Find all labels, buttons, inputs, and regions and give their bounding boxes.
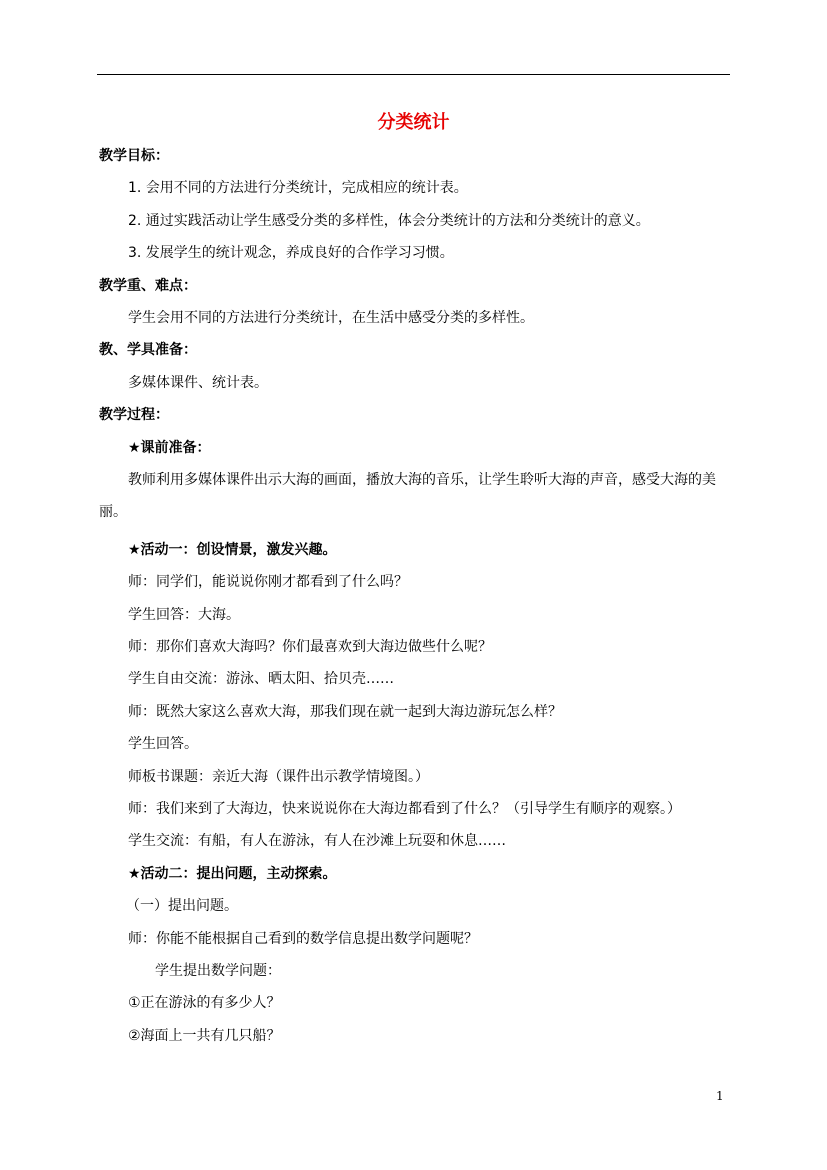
section-heading-materials: 教、学具准备： <box>99 342 197 359</box>
section-heading-objectives: 教学目标： <box>99 148 169 164</box>
dialogue-line: 师：我们来到了大海边，快来说说你在大海边都看到了什么？（引导学生有顺序的观察。） <box>128 801 681 818</box>
dialogue-line: 师板书课题：亲近大海（课件出示教学情境图。） <box>128 768 429 785</box>
question-item-2: ②海面上一共有几只船？ <box>128 1027 281 1044</box>
subsection-label: （一）提出问题。 <box>126 898 238 915</box>
objective-item-3: 3. 发展学生的统计观念，养成良好的合作学习习惯。 <box>128 245 454 262</box>
section-heading-key-points: 教学重、难点： <box>99 277 197 294</box>
dialogue-line: 师：你能不能根据自己看到的数学信息提出数学问题呢？ <box>128 930 478 947</box>
dialogue-line: 学生回答。 <box>128 736 198 753</box>
dialogue-line: 学生提出数学问题： <box>155 962 281 979</box>
dialogue-line: 师：既然大家这么喜欢大海，那我们现在就一起到大海边游玩怎么样？ <box>128 703 562 720</box>
key-points-text: 学生会用不同的方法进行分类统计，在生活中感受分类的多样性。 <box>128 309 534 326</box>
document-title: 分类统计 <box>377 112 450 133</box>
materials-text: 多媒体课件、统计表。 <box>128 374 268 391</box>
dialogue-line: 学生回答：大海。 <box>128 606 240 623</box>
dialogue-line: 学生自由交流：游泳、晒太阳、拾贝壳…… <box>128 671 394 688</box>
preparation-paragraph: 教师利用多媒体课件出示大海的画面，播放大海的音乐，让学生聆听大海的声音，感受大海的美丽。 <box>99 471 716 520</box>
objective-item-1: 1. 会用不同的方法进行分类统计，完成相应的统计表。 <box>128 180 468 197</box>
question-item-1: ①正在游泳的有多少人？ <box>128 995 281 1012</box>
dialogue-line: 师：那你们喜欢大海吗？你们最喜欢到大海边做些什么呢？ <box>128 639 492 656</box>
document-body <box>99 146 731 1058</box>
page-number: 1 <box>716 1089 724 1103</box>
subheading-activity-2: ★活动二：提出问题，主动探索。 <box>128 865 337 882</box>
subheading-activity-1: ★活动一：创设情景，激发兴趣。 <box>128 541 337 558</box>
dialogue-line: 学生交流：有船，有人在游泳，有人在沙滩上玩耍和休息…… <box>128 833 506 850</box>
objective-item-2: 2. 通过实践活动让学生感受分类的多样性，体会分类统计的方法和分类统计的意义。 <box>128 212 650 229</box>
subheading-preparation: ★课前准备： <box>128 439 211 456</box>
header-rule <box>97 74 730 75</box>
dialogue-line: 师：同学们，能说说你刚才都看到了什么吗？ <box>128 574 408 591</box>
section-heading-process: 教学过程： <box>99 407 169 424</box>
